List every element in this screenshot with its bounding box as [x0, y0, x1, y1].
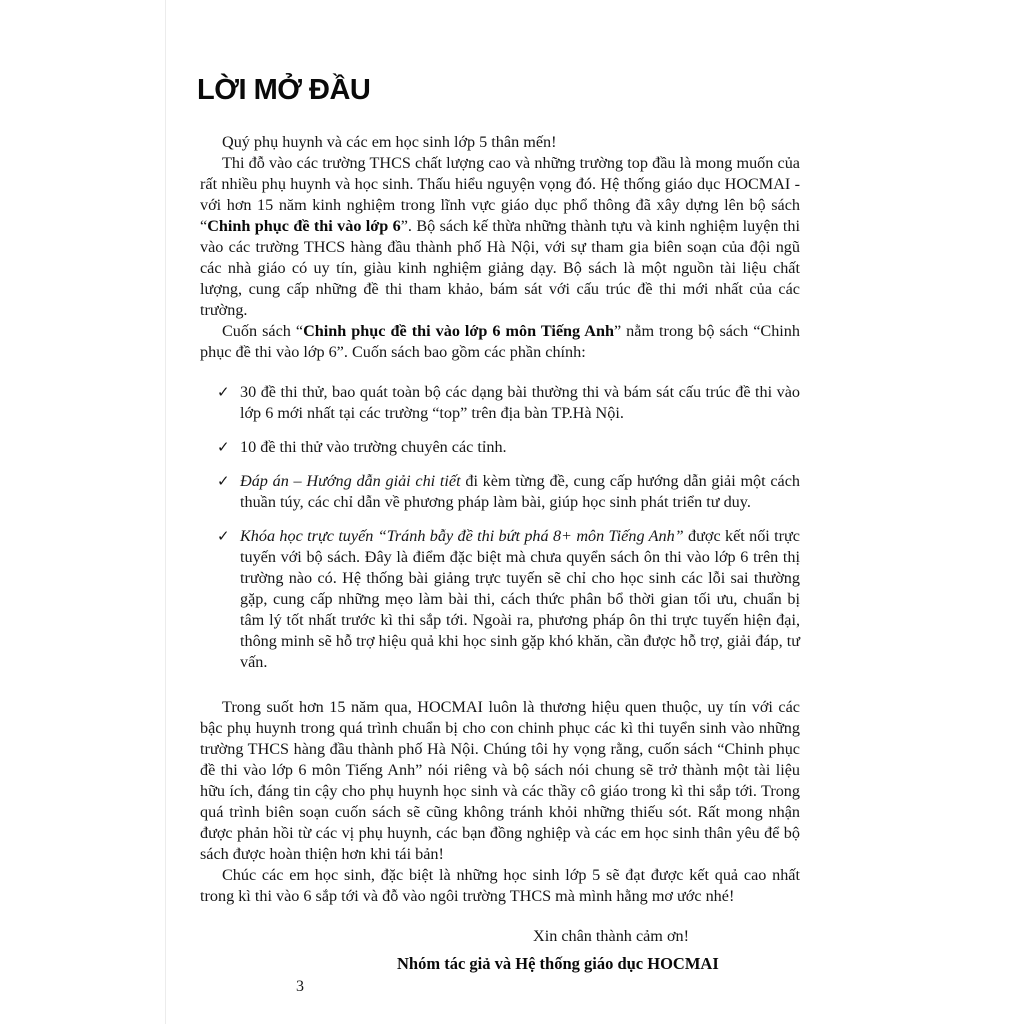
checklist-item	[200, 526, 800, 673]
check-icon: ✓	[217, 383, 230, 401]
checklist-item	[200, 437, 800, 458]
thanks-line: Xin chân thành cảm ơn!	[533, 927, 689, 945]
checklist-item	[200, 471, 800, 513]
page-spine-edge	[165, 0, 166, 1024]
series-title-bold: Chinh phục đề thi vào lớp 6	[207, 217, 401, 235]
page-number: 3	[296, 978, 304, 995]
checklist-item-italic: Đáp án – Hướng dẫn giải chi tiết	[240, 472, 461, 490]
check-icon: ✓	[217, 438, 230, 456]
book-description-paragraph	[200, 321, 800, 363]
checklist-item-italic: Khóa học trực tuyến “Tránh bẫy đề thi bứt phá 8+ môn Tiếng Anh”	[240, 527, 684, 545]
intro-text-start: Thi đỗ vào các trường THCS chất lượng cao và những trường top đầu là mong muốn của rất nhiều phụ huynh và học sinh. Thấu hiểu nguyện vọng đó. Hệ thống giáo dục HOCMAI - với hơn 15 năm kinh nghiệm trong lĩnh vực giáo dục phổ thông đã xây dựng lên bộ sách “	[200, 154, 800, 235]
wishes-paragraph: Chúc các em học sinh, đặc biệt là những học sinh lớp 5 sẽ đạt được kết quả cao nhất trong kì thi vào 6 sắp tới và đỗ vào ngôi trường THCS mà mình hằng mơ ước nhé!	[200, 866, 800, 905]
closing-block	[200, 926, 800, 974]
book-desc-start: Cuốn sách “	[222, 322, 304, 340]
checklist-item-text: được kết nối trực tuyến với bộ sách. Đây là điểm đặc biệt mà chưa quyển sách ôn thi vào lớp 6 trên thị trường nào có. Hệ thống bài giảng trực tuyến sẽ chỉ cho học sinh các lỗi sai thường gặp, cung cấp những mẹo làm bài thi, cách thức phân bổ thời gian tối ưu, chuẩn bị tâm lý tốt nhất trước kì thi sắp tới. Ngoài ra, phương pháp ôn thi trực tuyến hiện đại, thông minh sẽ hỗ trợ hiệu quả khi học sinh gặp khó khăn, cần được hỗ trợ, giải đáp, tư vấn.	[240, 527, 800, 671]
check-icon: ✓	[217, 472, 230, 490]
contents-checklist	[200, 382, 800, 673]
greeting-paragraph: Quý phụ huynh và các em học sinh lớp 5 thân mến!	[222, 133, 557, 151]
page-title: LỜI MỞ ĐẦU	[197, 74, 371, 106]
history-paragraph: Trong suốt hơn 15 năm qua, HOCMAI luôn là thương hiệu quen thuộc, uy tín với các bậc phụ huynh trong quá trình chuẩn bị cho con chinh phục các kì thi tuyển sinh vào những trường THCS hàng đầu thành phố Hà Nội. Chúng tôi hy vọng rằng, cuốn sách “Chinh phục đề thi vào lớp 6 môn Tiếng Anh” nói riêng và bộ sách nói chung sẽ trở thành một tài liệu hữu ích, đáng tin cậy cho phụ huynh học sinh và các thầy cô giáo trong kì thi sắp tới. Trong quá trình biên soạn cuốn sách sẽ cũng không tránh khỏi những thiếu sót. Rất mong nhận được phản hồi từ các vị phụ huynh, các bạn đồng nghiệp và các em học sinh thân yêu để bộ sách được hoàn thiện hơn khi tái bản!	[200, 698, 800, 863]
intro-text-end: ”. Bộ sách kế thừa những thành tựu và kinh nghiệm luyện thi vào các trường THCS hàng đầu thành phố Hà Nội, với sự tham gia biên soạn của đội ngũ các nhà giáo có uy tín, giàu kinh nghiệm giảng dạy. Bộ sách là một nguồn tài liệu chất lượng, cung cấp những đề thi tham khảo, bám sát với cấu trúc đề thi mới nhất của các trường.	[200, 217, 800, 319]
check-icon: ✓	[217, 527, 230, 545]
checklist-item-text: 10 đề thi thử vào trường chuyên các tỉnh.	[240, 438, 507, 456]
checklist-item-text: 30 đề thi thử, bao quát toàn bộ các dạng bài thường thi và bám sát cấu trúc đề thi vào lớp 6 mới nhất tại các trường “top” trên địa bàn TP.Hà Nội.	[240, 383, 800, 422]
intro-paragraph	[200, 153, 800, 321]
signature-line: Nhóm tác giả và Hệ thống giáo dục HOCMAI	[397, 954, 719, 973]
book-title-bold: Chinh phục đề thi vào lớp 6 môn Tiếng Anh	[303, 322, 614, 340]
preface-body	[200, 132, 800, 974]
book-desc-end: ” nằm trong bộ sách “Chinh phục đề thi vào lớp 6”. Cuốn sách bao gồm các phần chính:	[200, 322, 800, 361]
checklist-item-text: đi kèm từng đề, cung cấp hướng dẫn giải một cách thuần túy, các chỉ dẫn về phương pháp làm bài, giúp học sinh phát triển tư duy.	[240, 472, 801, 511]
checklist-item	[200, 382, 800, 424]
